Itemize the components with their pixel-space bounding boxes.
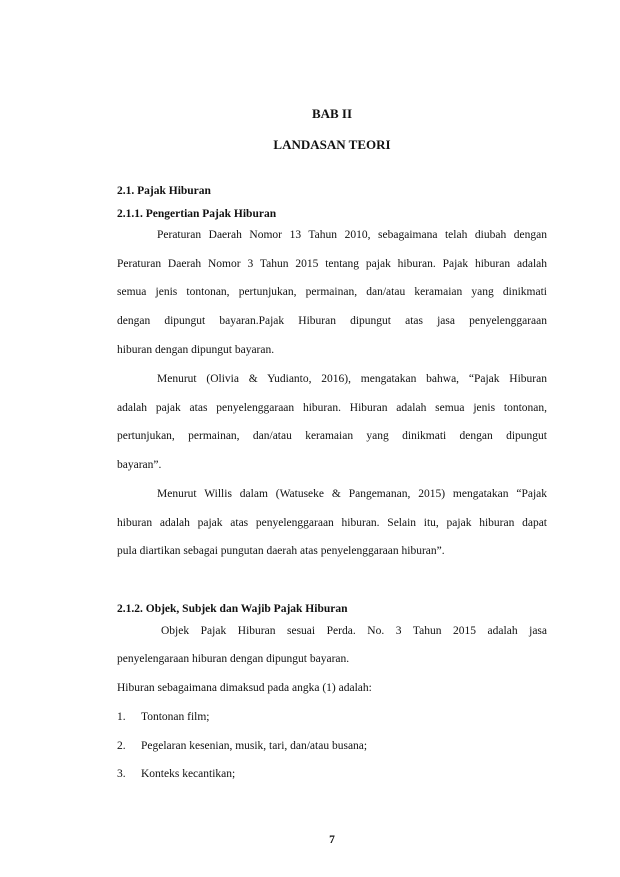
- list-item-number: 2.: [117, 740, 126, 752]
- list-item-text: Pegelaran kesenian, musik, tari, dan/atau busana;: [141, 740, 368, 752]
- subsection-heading-1: 2.1.1. Pengertian Pajak Hiburan: [117, 208, 277, 220]
- list-intro: Hiburan sebagaimana dimaksud pada angka (1) adalah:: [117, 682, 372, 694]
- paragraph-line: Menurut Willis dalam (Watuseke & Pangemanan, 2015) mengatakan “Pajak: [157, 488, 547, 500]
- paragraph-line: dengan dipungut bayaran.Pajak Hiburan dipungut atas jasa penyelenggaraan: [117, 315, 547, 327]
- paragraph-line: pertunjukan, permainan, dan/atau keramaian yang dinikmati dengan dipungut: [117, 430, 547, 442]
- list-item-text: Konteks kecantikan;: [141, 768, 236, 780]
- list-item-text: Tontonan film;: [141, 711, 210, 723]
- list-item-number: 1.: [117, 711, 126, 723]
- paragraph-line: adalah pajak atas penyelenggaraan hiburan. Hiburan adalah semua jenis tontonan,: [117, 402, 547, 414]
- paragraph-line: Peraturan Daerah Nomor 13 Tahun 2010, sebagaimana telah diubah dengan: [157, 229, 547, 241]
- paragraph-line: Objek Pajak Hiburan sesuai Perda. No. 3 Tahun 2015 adalah jasa: [161, 625, 547, 637]
- page-number: 7: [329, 834, 335, 846]
- list-item-number: 3.: [117, 768, 126, 780]
- paragraph-line: semua jenis tontonan, pertunjukan, permainan, dan/atau keramaian yang dinikmati: [117, 286, 547, 298]
- paragraph-line: bayaran”.: [117, 459, 162, 471]
- section-heading: 2.1. Pajak Hiburan: [117, 185, 211, 197]
- paragraph-line: penyelengaraan hiburan dengan dipungut bayaran.: [117, 653, 350, 665]
- paragraph-line: Menurut (Olivia & Yudianto, 2016), mengatakan bahwa, “Pajak Hiburan: [157, 373, 547, 385]
- list-item: [117, 767, 547, 781]
- paragraph-line: hiburan dengan dipungut bayaran.: [117, 344, 275, 356]
- paragraph-line: hiburan adalah pajak atas penyelenggaraan hiburan. Selain itu, pajak hiburan dapat: [117, 517, 547, 529]
- chapter-subtitle: LANDASAN TEORI: [273, 137, 391, 152]
- chapter-title: BAB II: [311, 106, 353, 121]
- list-item: [117, 739, 547, 753]
- list-item: [117, 710, 547, 724]
- subsection-heading-2: 2.1.2. Objek, Subjek dan Wajib Pajak Hiburan: [117, 603, 348, 615]
- paragraph-line: pula diartikan sebagai pungutan daerah atas penyelenggaraan hiburan”.: [117, 545, 445, 557]
- paragraph-line: Peraturan Daerah Nomor 3 Tahun 2015 tentang pajak hiburan. Pajak hiburan adalah: [117, 258, 547, 270]
